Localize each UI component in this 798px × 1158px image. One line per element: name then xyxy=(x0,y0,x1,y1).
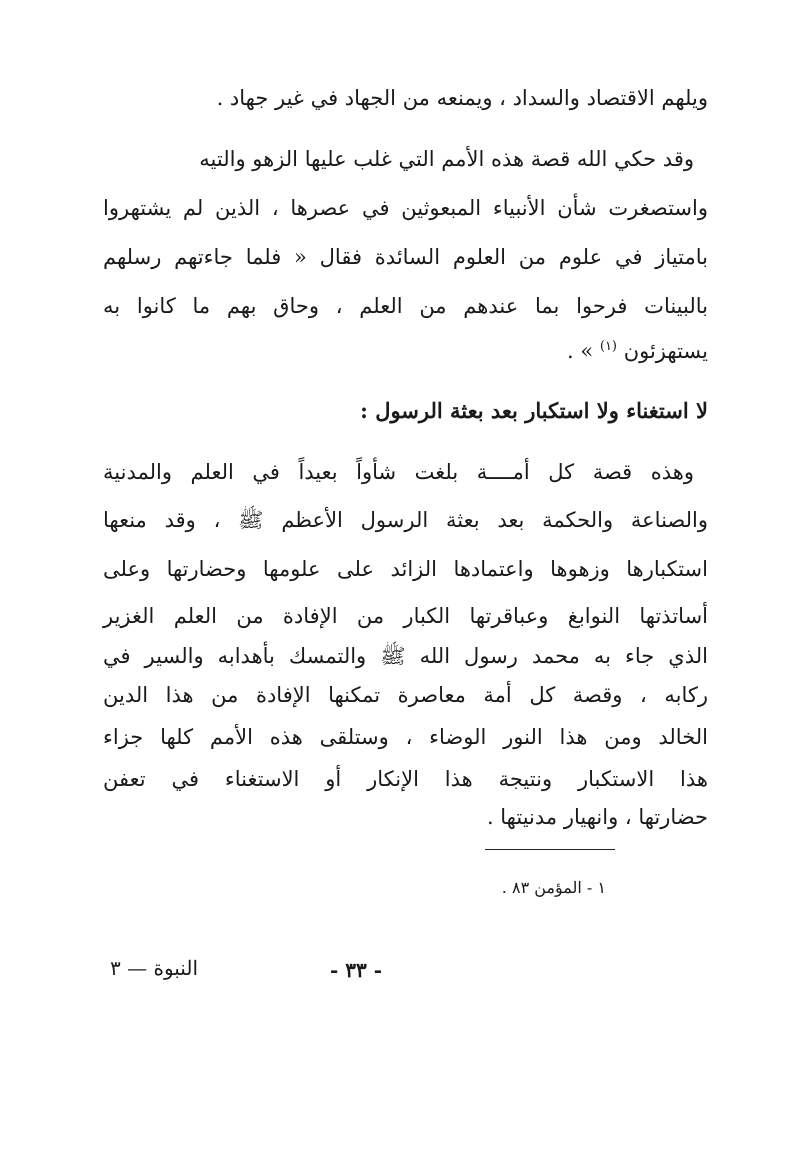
section-heading: لا استغناء ولا استكبار بعد بعثة الرسول : xyxy=(360,398,708,423)
paragraph-2-line-3: بامتياز في علوم من العلوم السائدة فقال « فلما جاءتهم رسلهم xyxy=(103,245,708,269)
footnote-reference: (١) xyxy=(599,339,617,354)
paragraph-2-line-1: وقد حكي الله قصة هذه الأمم التي غلب عليها الزهو والتيه xyxy=(199,147,694,171)
paragraph-3-line-5: الذي جاء به محمد رسول الله ﷺ والتمسك بأهدابه والسير في xyxy=(103,644,708,668)
paragraph-3-line-2: والصناعة والحكمة بعد بعثة الرسول الأعظم ﷺ ، وقد منعها xyxy=(103,508,708,532)
paragraph-2-line-5-text: يستهزئون xyxy=(623,339,708,363)
paragraph-2-line-4: بالبينات فرحوا بما عندهم من العلم ، وحاق بهم ما كانوا به xyxy=(103,294,708,318)
page-number: - ٣٣ - xyxy=(329,958,382,982)
paragraph-3-line-8: هذا الاستكبار ونتيجة هذا الإنكار أو الاستغناء في تعفن xyxy=(103,767,708,791)
paragraph-2-line-5-end: » . xyxy=(566,339,594,363)
footnote: ١ - المؤمن ٨٣ . xyxy=(501,878,606,897)
paragraph-2-line-5 xyxy=(103,337,708,365)
paragraph-3-line-1: وهذه قصة كل أمــــة بلغت شأواً بعيداً في العلم والمدنية xyxy=(103,460,694,484)
paragraph-1-line-1: ويلهم الاقتصاد والسداد ، ويمنعه من الجهاد في غير جهاد . xyxy=(216,86,708,110)
paragraph-3-line-9: حضارتها ، وانهيار مدنيتها . xyxy=(486,805,708,829)
paragraph-3-line-3: استكبارها وزهوها واعتمادها الزائد على علومها وحضارتها وعلى xyxy=(103,557,708,581)
paragraph-2-line-2: واستصغرت شأن الأنبياء المبعوثين في عصرها ، الذين لم يشتهروا xyxy=(103,196,708,220)
footnote-separator xyxy=(485,849,615,850)
paragraph-3-line-7: الخالد ومن هذا النور الوضاء ، وستلقى هذه الأمم كلها جزاء xyxy=(103,725,708,749)
paragraph-3-line-6: ركابه ، وقصة كل أمة معاصرة تمكنها الإفادة من هذا الدين xyxy=(103,683,708,707)
book-signature: النبوة — ٣ xyxy=(110,956,198,980)
paragraph-3-line-4: أساتذتها النوابغ وعباقرتها الكبار من الإفادة من العلم الغزير xyxy=(103,604,708,628)
